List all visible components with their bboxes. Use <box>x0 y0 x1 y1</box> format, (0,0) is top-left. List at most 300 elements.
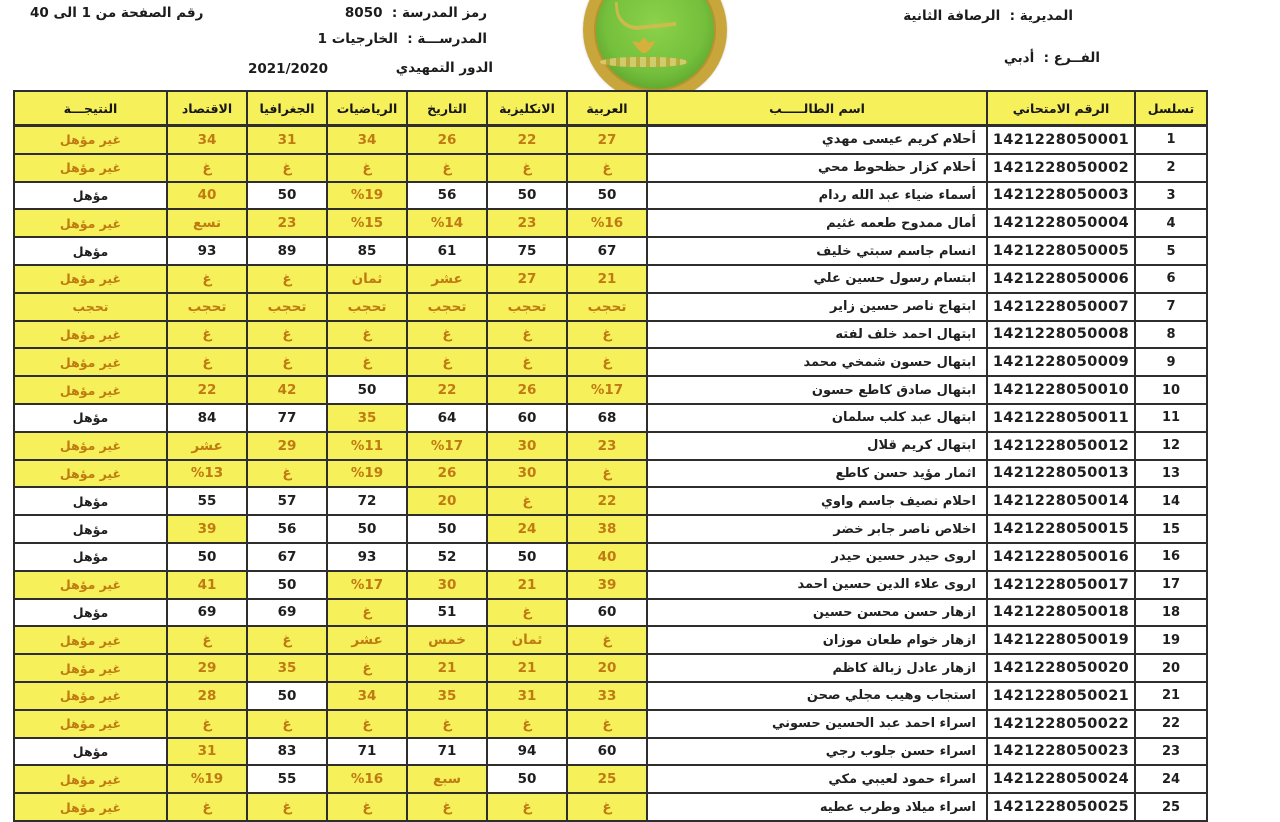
score-cell: 34 <box>327 682 407 710</box>
score-cell: 29 <box>247 432 327 460</box>
school-label: المدرســـة : <box>407 31 487 47</box>
score-cell: 20 <box>407 487 487 515</box>
serial-cell: 3 <box>1135 182 1207 210</box>
score-cell: 69 <box>247 599 327 627</box>
score-cell: غ <box>487 348 567 376</box>
score-cell: تحجب <box>567 293 647 321</box>
table-row <box>14 710 1207 738</box>
score-cell: غ <box>567 460 647 488</box>
student-name-cell: أمال ممدوح طعمه غثيم <box>647 209 987 237</box>
student-name-cell: ابتهال حسون شمخي محمد <box>647 348 987 376</box>
header-arabic: العربية <box>567 91 647 126</box>
table-row <box>14 432 1207 460</box>
student-name-cell: ابتسام رسول حسين علي <box>647 265 987 293</box>
score-cell: %15 <box>327 209 407 237</box>
score-cell: 26 <box>407 126 487 154</box>
results-tbody <box>14 126 1207 821</box>
header-english: الانكليزية <box>487 91 567 126</box>
score-cell: غ <box>247 460 327 488</box>
directorate-value: الرصافة الثانية <box>903 8 1001 24</box>
student-name-cell: ابتهال عبد كلب سلمان <box>647 404 987 432</box>
score-cell: 26 <box>407 460 487 488</box>
exam-number-cell: 1421228050017 <box>987 571 1135 599</box>
table-row <box>14 654 1207 682</box>
score-cell: غ <box>487 793 567 821</box>
result-cell: غير مؤهل <box>14 793 167 821</box>
score-cell: 77 <box>247 404 327 432</box>
serial-cell: 2 <box>1135 154 1207 182</box>
serial-cell: 23 <box>1135 738 1207 766</box>
score-cell: 84 <box>167 404 247 432</box>
serial-cell: 4 <box>1135 209 1207 237</box>
serial-cell: 15 <box>1135 515 1207 543</box>
score-cell: غ <box>487 599 567 627</box>
exam-number-cell: 1421228050002 <box>987 154 1135 182</box>
exam-number-cell: 1421228050012 <box>987 432 1135 460</box>
score-cell: غ <box>567 348 647 376</box>
serial-cell: 17 <box>1135 571 1207 599</box>
table-row <box>14 209 1207 237</box>
serial-cell: 8 <box>1135 321 1207 349</box>
student-name-cell: استجاب وهيب مجلي صحن <box>647 682 987 710</box>
score-cell: 22 <box>167 376 247 404</box>
serial-cell: 13 <box>1135 460 1207 488</box>
score-cell: سبع <box>407 765 487 793</box>
score-cell: 30 <box>487 460 567 488</box>
table-row <box>14 321 1207 349</box>
score-cell: 50 <box>407 515 487 543</box>
score-cell: 23 <box>487 209 567 237</box>
score-cell: 39 <box>567 571 647 599</box>
result-cell: غير مؤهل <box>14 626 167 654</box>
score-cell: %13 <box>167 460 247 488</box>
serial-cell: 14 <box>1135 487 1207 515</box>
score-cell: %19 <box>327 460 407 488</box>
score-cell: 30 <box>407 571 487 599</box>
score-cell: 33 <box>567 682 647 710</box>
table-row <box>14 182 1207 210</box>
score-cell: %19 <box>327 182 407 210</box>
score-cell: 89 <box>247 237 327 265</box>
result-cell: غير مؤهل <box>14 682 167 710</box>
score-cell: غ <box>247 710 327 738</box>
table-header-row <box>14 91 1207 126</box>
score-cell: 25 <box>567 765 647 793</box>
score-cell: 23 <box>567 432 647 460</box>
score-cell: غ <box>247 793 327 821</box>
score-cell: 50 <box>567 182 647 210</box>
table-row <box>14 515 1207 543</box>
score-cell: غ <box>167 348 247 376</box>
table-row <box>14 376 1207 404</box>
exam-number-cell: 1421228050004 <box>987 209 1135 237</box>
score-cell: %19 <box>167 765 247 793</box>
score-cell: غ <box>487 154 567 182</box>
branch-value: أدبي <box>1003 50 1035 66</box>
score-cell: 38 <box>567 515 647 543</box>
score-cell: 20 <box>567 654 647 682</box>
result-cell: غير مؤهل <box>14 376 167 404</box>
exam-number-cell: 1421228050010 <box>987 376 1135 404</box>
score-cell: غ <box>327 710 407 738</box>
student-name-cell: ابتهال صادق كاطع حسون <box>647 376 987 404</box>
score-cell: 34 <box>327 126 407 154</box>
score-cell: تحجب <box>167 293 247 321</box>
school-line <box>318 31 487 47</box>
serial-cell: 6 <box>1135 265 1207 293</box>
serial-cell: 21 <box>1135 682 1207 710</box>
score-cell: 31 <box>247 126 327 154</box>
exam-number-cell: 1421228050021 <box>987 682 1135 710</box>
serial-cell: 9 <box>1135 348 1207 376</box>
result-cell: غير مؤهل <box>14 321 167 349</box>
serial-cell: 20 <box>1135 654 1207 682</box>
score-cell: غ <box>487 321 567 349</box>
school-code-value: 8050 <box>344 5 383 21</box>
score-cell: غ <box>327 793 407 821</box>
score-cell: 22 <box>567 487 647 515</box>
score-cell: 71 <box>407 738 487 766</box>
serial-cell: 12 <box>1135 432 1207 460</box>
exam-number-cell: 1421228050025 <box>987 793 1135 821</box>
exam-number-cell: 1421228050013 <box>987 460 1135 488</box>
directorate-line <box>903 8 1073 24</box>
student-name-cell: احلام نصيف جاسم واوي <box>647 487 987 515</box>
result-cell: غير مؤهل <box>14 571 167 599</box>
score-cell: غ <box>167 626 247 654</box>
score-cell: 71 <box>327 738 407 766</box>
score-cell: غ <box>167 793 247 821</box>
score-cell: غ <box>407 710 487 738</box>
score-cell: غ <box>327 654 407 682</box>
student-name-cell: اروى حيدر حسين حيدر <box>647 543 987 571</box>
ministry-emblem-logo <box>583 0 727 102</box>
score-cell: غ <box>327 348 407 376</box>
results-table <box>13 90 1208 822</box>
table-row <box>14 543 1207 571</box>
score-cell: غ <box>407 321 487 349</box>
table-row <box>14 765 1207 793</box>
score-cell: غ <box>167 265 247 293</box>
score-cell: 35 <box>407 682 487 710</box>
score-cell: عشر <box>407 265 487 293</box>
score-cell: 26 <box>487 376 567 404</box>
result-cell: مؤهل <box>14 487 167 515</box>
score-cell: 22 <box>487 126 567 154</box>
exam-number-cell: 1421228050009 <box>987 348 1135 376</box>
score-cell: 41 <box>167 571 247 599</box>
student-name-cell: أسماء ضياء عبد الله ردام <box>647 182 987 210</box>
result-cell: مؤهل <box>14 599 167 627</box>
score-cell: 85 <box>327 237 407 265</box>
score-cell: %17 <box>567 376 647 404</box>
score-cell: غ <box>327 321 407 349</box>
exam-number-cell: 1421228050020 <box>987 654 1135 682</box>
exam-number-cell: 1421228050016 <box>987 543 1135 571</box>
score-cell: 50 <box>247 182 327 210</box>
table-row <box>14 571 1207 599</box>
score-cell: غ <box>247 321 327 349</box>
student-name-cell: ابتهال كريم قلال <box>647 432 987 460</box>
score-cell: 55 <box>247 765 327 793</box>
score-cell: 83 <box>247 738 327 766</box>
score-cell: 55 <box>167 487 247 515</box>
score-cell: 64 <box>407 404 487 432</box>
result-cell: غير مؤهل <box>14 348 167 376</box>
exam-number-cell: 1421228050008 <box>987 321 1135 349</box>
serial-cell: 10 <box>1135 376 1207 404</box>
score-cell: 69 <box>167 599 247 627</box>
score-cell: غ <box>407 154 487 182</box>
score-cell: 50 <box>487 543 567 571</box>
score-cell: 21 <box>487 654 567 682</box>
score-cell: تحجب <box>487 293 567 321</box>
table-row <box>14 626 1207 654</box>
serial-cell: 22 <box>1135 710 1207 738</box>
score-cell: 35 <box>327 404 407 432</box>
table-row <box>14 154 1207 182</box>
score-cell: 60 <box>487 404 567 432</box>
student-name-cell: ازهار عادل زبالة كاظم <box>647 654 987 682</box>
score-cell: تحجب <box>407 293 487 321</box>
score-cell: تحجب <box>247 293 327 321</box>
score-cell: غ <box>407 793 487 821</box>
score-cell: غ <box>567 710 647 738</box>
score-cell: 31 <box>167 738 247 766</box>
exam-number-cell: 1421228050014 <box>987 487 1135 515</box>
result-cell: تحجب <box>14 293 167 321</box>
student-name-cell: أحلام كريم عيسى مهدي <box>647 126 987 154</box>
student-name-cell: اروى علاء الدين حسين احمد <box>647 571 987 599</box>
emblem-calligraphy-icon <box>615 0 677 32</box>
result-cell: مؤهل <box>14 543 167 571</box>
serial-cell: 5 <box>1135 237 1207 265</box>
score-cell: غ <box>247 348 327 376</box>
score-cell: 27 <box>487 265 567 293</box>
serial-cell: 1 <box>1135 126 1207 154</box>
score-cell: 21 <box>487 571 567 599</box>
serial-cell: 18 <box>1135 599 1207 627</box>
student-name-cell: ابتهال احمد خلف لفته <box>647 321 987 349</box>
score-cell: عشر <box>167 432 247 460</box>
score-cell: غ <box>327 154 407 182</box>
result-cell: مؤهل <box>14 515 167 543</box>
student-name-cell: انسام جاسم سبتي خليف <box>647 237 987 265</box>
header-history: التاريخ <box>407 91 487 126</box>
score-cell: غ <box>167 710 247 738</box>
score-cell: 28 <box>167 682 247 710</box>
table-row <box>14 265 1207 293</box>
table-row <box>14 793 1207 821</box>
table-row <box>14 460 1207 488</box>
score-cell: 93 <box>167 237 247 265</box>
score-cell: 60 <box>567 738 647 766</box>
table-row <box>14 682 1207 710</box>
score-cell: تحجب <box>327 293 407 321</box>
header-economics: الاقتصاد <box>167 91 247 126</box>
exam-number-cell: 1421228050005 <box>987 237 1135 265</box>
score-cell: غ <box>247 626 327 654</box>
branch-label: الفــرع : <box>1043 50 1100 66</box>
table-row <box>14 126 1207 154</box>
table-row <box>14 487 1207 515</box>
score-cell: 31 <box>487 682 567 710</box>
score-cell: 60 <box>567 599 647 627</box>
student-name-cell: ابتهاج ناصر حسين زاير <box>647 293 987 321</box>
score-cell: 42 <box>247 376 327 404</box>
score-cell: 21 <box>407 654 487 682</box>
score-cell: 72 <box>327 487 407 515</box>
score-cell: %14 <box>407 209 487 237</box>
score-cell: غ <box>567 154 647 182</box>
score-cell: 50 <box>247 682 327 710</box>
score-cell: 29 <box>167 654 247 682</box>
result-cell: غير مؤهل <box>14 209 167 237</box>
results-table-container <box>12 90 1208 816</box>
score-cell: خمس <box>407 626 487 654</box>
table-row <box>14 293 1207 321</box>
score-cell: ثمان <box>327 265 407 293</box>
exam-number-cell: 1421228050015 <box>987 515 1135 543</box>
score-cell: 24 <box>487 515 567 543</box>
score-cell: 35 <box>247 654 327 682</box>
header-serial: تسلسل <box>1135 91 1207 126</box>
round-label: الدور التمهيدي <box>395 60 493 76</box>
header-geography: الجغرافيا <box>247 91 327 126</box>
score-cell: 21 <box>567 265 647 293</box>
school-code-label: رمز المدرسة : <box>391 5 487 21</box>
exam-number-cell: 1421228050003 <box>987 182 1135 210</box>
score-cell: غ <box>407 348 487 376</box>
student-name-cell: اثمار مؤيد حسن كاطع <box>647 460 987 488</box>
score-cell: 50 <box>247 571 327 599</box>
emblem-ring-text <box>600 57 688 67</box>
score-cell: 40 <box>567 543 647 571</box>
score-cell: 67 <box>247 543 327 571</box>
result-cell: غير مؤهل <box>14 126 167 154</box>
table-row <box>14 348 1207 376</box>
score-cell: غ <box>167 154 247 182</box>
score-cell: ثمان <box>487 626 567 654</box>
header-exam-number: الرقم الامتحاني <box>987 91 1135 126</box>
score-cell: 22 <box>407 376 487 404</box>
table-row <box>14 738 1207 766</box>
result-cell: غير مؤهل <box>14 654 167 682</box>
exam-number-cell: 1421228050007 <box>987 293 1135 321</box>
exam-number-cell: 1421228050011 <box>987 404 1135 432</box>
branch-line <box>1004 50 1100 66</box>
exam-number-cell: 1421228050024 <box>987 765 1135 793</box>
student-name-cell: ازهار خوام طعان موزان <box>647 626 987 654</box>
score-cell: 94 <box>487 738 567 766</box>
score-cell: غ <box>487 487 567 515</box>
student-name-cell: اسراء احمد عبد الحسين حسوني <box>647 710 987 738</box>
score-cell: 51 <box>407 599 487 627</box>
student-name-cell: أحلام كزار حظحوط محي <box>647 154 987 182</box>
score-cell: 50 <box>487 182 567 210</box>
school-code-line <box>345 5 487 21</box>
serial-cell: 25 <box>1135 793 1207 821</box>
score-cell: 39 <box>167 515 247 543</box>
score-cell: %16 <box>327 765 407 793</box>
table-row <box>14 599 1207 627</box>
student-name-cell: اخلاص ناصر جابر خضر <box>647 515 987 543</box>
exam-number-cell: 1421228050006 <box>987 265 1135 293</box>
result-cell: غير مؤهل <box>14 265 167 293</box>
year-value: 2021/2020 <box>248 61 329 77</box>
serial-cell: 19 <box>1135 626 1207 654</box>
score-cell: 68 <box>567 404 647 432</box>
score-cell: %17 <box>407 432 487 460</box>
score-cell: غ <box>567 321 647 349</box>
score-cell: غ <box>487 710 567 738</box>
serial-cell: 7 <box>1135 293 1207 321</box>
emblem-eagle-icon <box>632 37 656 53</box>
score-cell: 34 <box>167 126 247 154</box>
exam-number-cell: 1421228050019 <box>987 626 1135 654</box>
page-number-info: رقم الصفحة من 1 الى 40 <box>30 5 204 21</box>
result-cell: غير مؤهل <box>14 154 167 182</box>
result-cell: غير مؤهل <box>14 710 167 738</box>
score-cell: 56 <box>247 515 327 543</box>
score-cell: غ <box>327 599 407 627</box>
header-result: النتيجـــة <box>14 91 167 126</box>
student-name-cell: ازهار حسن محسن حسين <box>647 599 987 627</box>
header-student-name: اسم الطالـــــب <box>647 91 987 126</box>
score-cell: 27 <box>567 126 647 154</box>
score-cell: 57 <box>247 487 327 515</box>
score-cell: 23 <box>247 209 327 237</box>
student-name-cell: اسراء حمود لعيبي مكي <box>647 765 987 793</box>
exam-number-cell: 1421228050023 <box>987 738 1135 766</box>
score-cell: غ <box>167 321 247 349</box>
score-cell: 93 <box>327 543 407 571</box>
score-cell: 50 <box>327 515 407 543</box>
result-cell: مؤهل <box>14 237 167 265</box>
score-cell: 40 <box>167 182 247 210</box>
score-cell: 61 <box>407 237 487 265</box>
result-cell: مؤهل <box>14 182 167 210</box>
table-row <box>14 237 1207 265</box>
score-cell: 75 <box>487 237 567 265</box>
score-cell: عشر <box>327 626 407 654</box>
score-cell: 50 <box>167 543 247 571</box>
score-cell: غ <box>247 265 327 293</box>
serial-cell: 24 <box>1135 765 1207 793</box>
serial-cell: 11 <box>1135 404 1207 432</box>
score-cell: غ <box>247 154 327 182</box>
header-math: الرياضيات <box>327 91 407 126</box>
exam-number-cell: 1421228050018 <box>987 599 1135 627</box>
student-name-cell: اسراء حسن جلوب رجي <box>647 738 987 766</box>
score-cell: %11 <box>327 432 407 460</box>
score-cell: %17 <box>327 571 407 599</box>
score-cell: 52 <box>407 543 487 571</box>
score-cell: 50 <box>487 765 567 793</box>
directorate-label: المديرية : <box>1009 8 1073 24</box>
score-cell: غ <box>567 626 647 654</box>
serial-cell: 16 <box>1135 543 1207 571</box>
result-cell: مؤهل <box>14 738 167 766</box>
exam-number-cell: 1421228050001 <box>987 126 1135 154</box>
table-row <box>14 404 1207 432</box>
score-cell: 56 <box>407 182 487 210</box>
score-cell: 67 <box>567 237 647 265</box>
score-cell: 30 <box>487 432 567 460</box>
result-cell: غير مؤهل <box>14 460 167 488</box>
result-cell: مؤهل <box>14 404 167 432</box>
school-value: الخارجيات 1 <box>317 31 398 47</box>
